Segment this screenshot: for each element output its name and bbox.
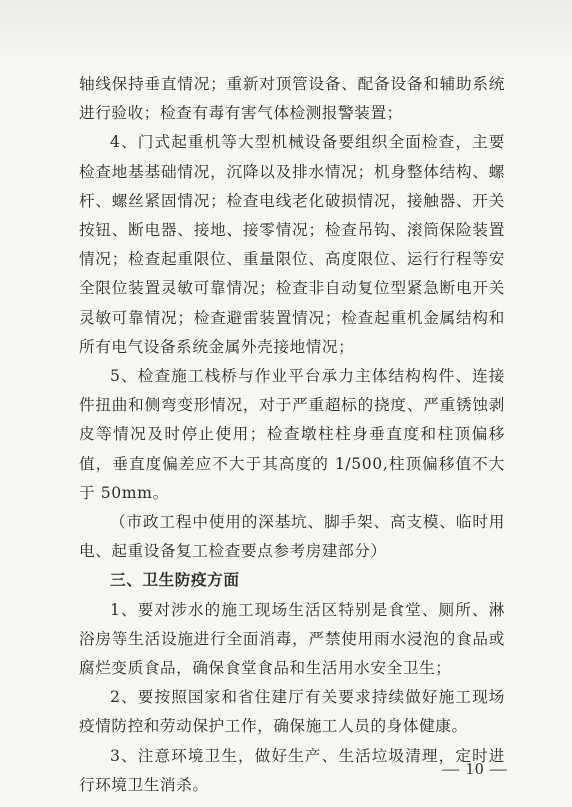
paragraph-note: （市政工程中使用的深基坑、脚手架、高支模、临时用电、起重设备复工检查要点参考房建部分） (79, 513, 505, 561)
section-heading-3: 三、卫生防疫方面 (110, 571, 240, 590)
paragraph-continuation: 轴线保持垂直情况；重新对顶管设备、配备设备和辅助系统进行验收；检查有毒有害气体检测报警装置； (79, 75, 505, 123)
paragraph-item-5: 5、检查施工栈桥与作业平台承力主体结构构件、连接件扭曲和侧弯变形情况，对于严重超标的挠度、严重锈蚀剥皮等情况及时停止使用；检查墩柱柱身垂直度和柱顶偏移值，垂直度偏差应不大于其高度的 1/500,柱顶偏移值不大于 50mm。 (79, 367, 505, 502)
paragraph-hygiene-3: 3、注意环境卫生，做好生产、生活垃圾清理，定时进行环境卫生消杀。 (79, 746, 505, 794)
paragraph-item-4: 4、门式起重机等大型机械设备要组织全面检查，主要检查地基基础情况，沉降以及排水情况；机身整体结构、螺杆、螺丝紧固情况；检查电线老化破损情况，接触器、开关按钮、断电器、接地、接零情况；检查吊钩、滚筒保险装置情况；检查起重限位、重量限位、高度限位、运行行程等安全限位装置灵敏可靠情况；检查非自动复位型紧急断电开关灵敏可靠情况；检查避雷装置情况；检查起重机金属结构和所有电气设备系统金属外壳接地情况； (79, 133, 505, 356)
body-text (79, 70, 505, 800)
paragraph-hygiene-2: 2、要按照国家和省住建厅有关要求持续做好施工现场疫情防控和劳动保护工作，确保施工人员的身体健康。 (79, 688, 505, 736)
page-number: — 10 — (442, 759, 508, 778)
paragraph-hygiene-1: 1、要对涉水的施工现场生活区特别是食堂、厕所、淋浴房等生活设施进行全面消毒，严禁使用雨水浸泡的食品或腐烂变质食品，确保食堂食品和生活用水安全卫生； (79, 600, 505, 678)
scan-shadow (0, 0, 572, 62)
